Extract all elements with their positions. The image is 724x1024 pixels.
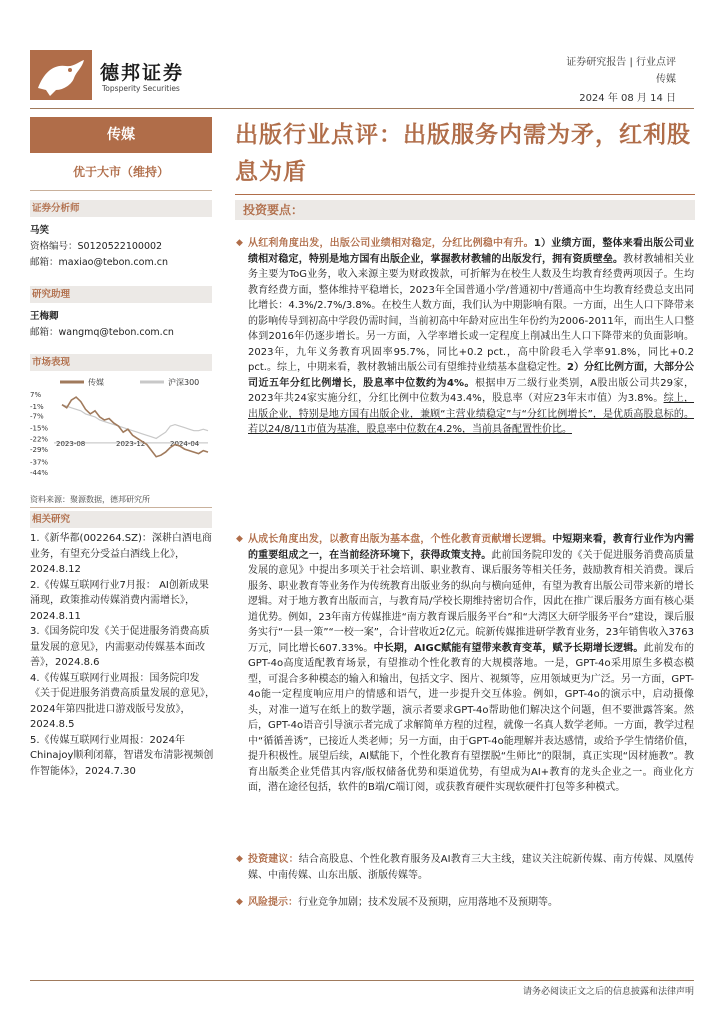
- x-tick-label: 2024-04: [170, 439, 200, 448]
- analyst-name: 马笑: [30, 225, 50, 236]
- analyst-heading: 证券分析师: [30, 200, 212, 217]
- bullet-icon: ◆: [236, 238, 243, 248]
- para-text: 结合高股息、个性化教育服务及AI教育三大主线，建议关注皖新传媒、南方传媒、凤凰传媒、中南传媒、山东出版、浙版传媒等。: [248, 854, 695, 881]
- y-tick-label: 7%: [30, 391, 42, 399]
- para-highlight: 风险提示：: [248, 897, 298, 908]
- bullet-icon: ◆: [236, 854, 243, 864]
- assistant-name: 王梅卿: [30, 311, 59, 322]
- brand-name-en: Topsperity Securities: [102, 84, 180, 93]
- related-item[interactable]: 2.《传媒互联网行业7月报： AI创新成果涌现，政策推动传媒消费内需增长》，2024.8.11: [30, 579, 209, 622]
- related-item[interactable]: 1.《新华都(002264.SZ)：深耕白酒电商业务，有望充分受益白酒线上化》，2024.8.12: [30, 533, 212, 575]
- market-heading: 市场表现: [30, 354, 212, 371]
- paragraph-risk: [248, 895, 694, 911]
- y-tick-label: -29%: [30, 446, 49, 455]
- para-highlight: 从红利角度出发，出版公司业绩相对稳定，分红比例稳中有升。: [248, 238, 534, 249]
- para-text: 教材教辅相关业务主要为ToG业务，收入来源主要为财政拨款，可折解为在校生人数及生均教育经费两项因子。生均教育经费方面，整体维持平稳增长，2023年全国普通小学/普通初中/普通高中生均教育经费总支出同比增长：4.3%/2.7%/3.8%。在校生人数方面，我们认为中期影响有限。一方面，出生人口下降带来的影响传导到初高中学段仍需时间，当前初高中年龄对应出生年份约为2006-2011年，而出生人口整体到2016年仍逐步增长。另一方面，入学率增长或一定程度上削减出生人口下降带来的负面影响。2023年，九年义务教育巩固率95.7%，同比+0.2 pct.，高中阶段毛入学率91.8%，同比+0.2 pct.。综上，中期来看，教材教辅出版公司有望维持业绩基本盘稳定性。: [248, 253, 695, 373]
- para-highlight: 从成长角度出发，以教育出版为基本盘，个性化教育贡献增长逻辑。: [248, 534, 553, 545]
- related-research-list: [30, 531, 216, 779]
- report-date: 2024 年 08 月 14 日: [579, 93, 676, 104]
- para-bold: 中短期来看，教育行业作为内需的重要组成之一，在当前经济环境下，获得政策支持。: [248, 534, 695, 561]
- para-highlight: 投资建议：: [248, 854, 299, 865]
- bullet-icon: ◆: [236, 534, 243, 544]
- paragraph-recommendation: [248, 852, 694, 883]
- bullet-icon: ◆: [236, 897, 243, 907]
- para-text: 此前国务院印发的《关于促进服务消费高质量发展的意见》中提出多项关于社会培训、职业教育、课后服务等相关任务，鼓励教育相关消费。课后服务、职业教育等业务作为传统教育出版业务的纵向与横向延伸，有望为教育出版公司带来新的增长逻辑。对于地方教育出版而言，与教育局/学校长期维持密切合作，因此在推广课后服务方面有核心渠道优势。例如，23年南方传媒推进“南方教育课后服务平台”和“大湾区大研学服务平台”建设，课后服务实行“一县一策”“一校一案”，合计营收近2亿元。皖新传媒推进研学教育业务，23年销售收入3763万元，同比增长607.33%。: [248, 549, 695, 654]
- footer-disclaimer: 请务必阅读正文之后的信息披露和法律声明: [522, 987, 694, 997]
- legend-label: 沪深300: [168, 378, 200, 387]
- x-tick-label: 2023-08: [56, 439, 86, 448]
- y-tick-label: -37%: [30, 458, 49, 467]
- paragraph-growth: [248, 532, 694, 796]
- para-text: 根据申万二级行业类别，A股出版公司共29家，2023年共24家实施分红，分红比例中位数为43.4%，股息率（对应23年末市值）为3.8%。: [248, 377, 694, 404]
- report-industry: 传媒: [656, 74, 676, 85]
- series-line-csi300: [62, 405, 208, 439]
- analyst-cert: 资格编号：S0120522100002: [30, 241, 163, 252]
- sidebar-divider: [30, 507, 212, 508]
- brand-name-cn: 德邦证券: [100, 62, 185, 84]
- assistant-heading: 研究助理: [30, 286, 212, 303]
- sidebar-divider: [30, 190, 212, 191]
- related-item[interactable]: 4.《传媒互联网行业周报：国务院印发《关于促进服务消费高质量发展的意见》，2024年第四批进口游戏版号发放》，2024.8.5: [30, 672, 215, 730]
- related-item[interactable]: 3.《国务院印发《关于促进服务消费高质量发展的意见》，内需驱动传媒基本面改善》，2024.8.6: [30, 626, 210, 668]
- assistant-email[interactable]: 邮箱：wangmq@tebon.com.cn: [30, 327, 174, 338]
- title-divider: [235, 194, 695, 195]
- y-tick-label: -7%: [30, 412, 44, 421]
- industry-box: 传媒: [30, 117, 212, 153]
- report-category: 证券研究报告 | 行业点评: [566, 57, 676, 68]
- report-title: 出版行业点评：出版服务内需为矛，红利股息为盾: [235, 122, 691, 185]
- x-tick-label: 2023-12: [116, 439, 146, 448]
- footer-divider: [30, 980, 694, 981]
- para-text: 行业竞争加剧；技术发展不及预期，应用落地不及预期等。: [298, 897, 558, 908]
- related-item[interactable]: 5.《传媒互联网行业周报：2024年Chinajoy顺利闭幕，智谱发布清影视频创作智能体》，2024.7.30: [30, 734, 214, 777]
- paragraph-dividend: [248, 236, 694, 438]
- investment-highlights-heading: 投资要点：: [235, 200, 695, 220]
- analyst-email[interactable]: 邮箱：maxiao@tebon.com.cn: [30, 257, 168, 268]
- para-underlined: 综上，出版企业，特别是地方国有出版企业，兼顾“主营业绩稳定”与“分红比例增长”，是优质高股息标的。若以24/8/11市值为基准，股息率中位数在4.2%，当前具备配置性价比。: [248, 393, 695, 435]
- rating-label: 优于大市（维持）: [72, 165, 169, 179]
- y-tick-label: -22%: [30, 435, 49, 444]
- para-bold: 1）业绩方面，整体来看出版公司业绩相对稳定，特别是地方国有出版企业，掌握教材教辅的出版发行，拥有资质壁垒。: [248, 238, 694, 265]
- legend-label: 传媒: [88, 378, 104, 387]
- brand-logo-icon: [30, 50, 92, 100]
- chart-source: 资料来源：聚源数据，德邦研究所: [30, 495, 150, 504]
- para-bold: 2）分红比例方面，大部分公司近五年分红比例增长，股息率中位数约为4%。: [248, 362, 694, 389]
- y-tick-label: -1%: [30, 403, 44, 412]
- y-tick-label: -15%: [30, 424, 49, 433]
- related-heading: 相关研究: [30, 511, 212, 528]
- para-text: 此前发布的GPT-4o高度适配教育场景，有望推动个性化教育的大规模落地。一是，GPT-4o采用原生多模态模型，可混合多种模态的输入和输出，包括文字、图片、视频等，应用领域更为广泛。另一方面，GPT-4o能一定程度响应用户的情感和语气，进一步提升交互体验。例如，GPT-4o的演示中，启动摄像头，对准一道写在纸上的数学题，演示者要求GPT-4o帮助他们解决这个问题，但不要泄露答案。然后，GPT-4o语音引导演示者完成了求解简单方程的过程，就像一名真人数学老师。一方面，教学过程中“循循善诱”，已接近人类老师；另一方面，由于GPT-4o能理解并表达感情，或给予学生情绪价值，提升积极性。展望后续，AI赋能下，个性化教育有望摆脱“生师比”的限制，真正实现“因材施教”。教育出版类企业凭借其内容/版权储备优势和渠道优势，有望成为AI+教育的龙头企业之一。商业化方面，潜在途径包括，软件的B端/C端订阅，或获教育硬件实现软硬件打包等多种模式。: [248, 642, 695, 793]
- market-performance-chart: [30, 374, 212, 484]
- para-bold: 中长期，AIGC赋能有望带来教育变革，赋予长期增长逻辑。: [373, 642, 644, 654]
- y-tick-label: -44%: [30, 469, 49, 477]
- header-divider: [30, 108, 694, 109]
